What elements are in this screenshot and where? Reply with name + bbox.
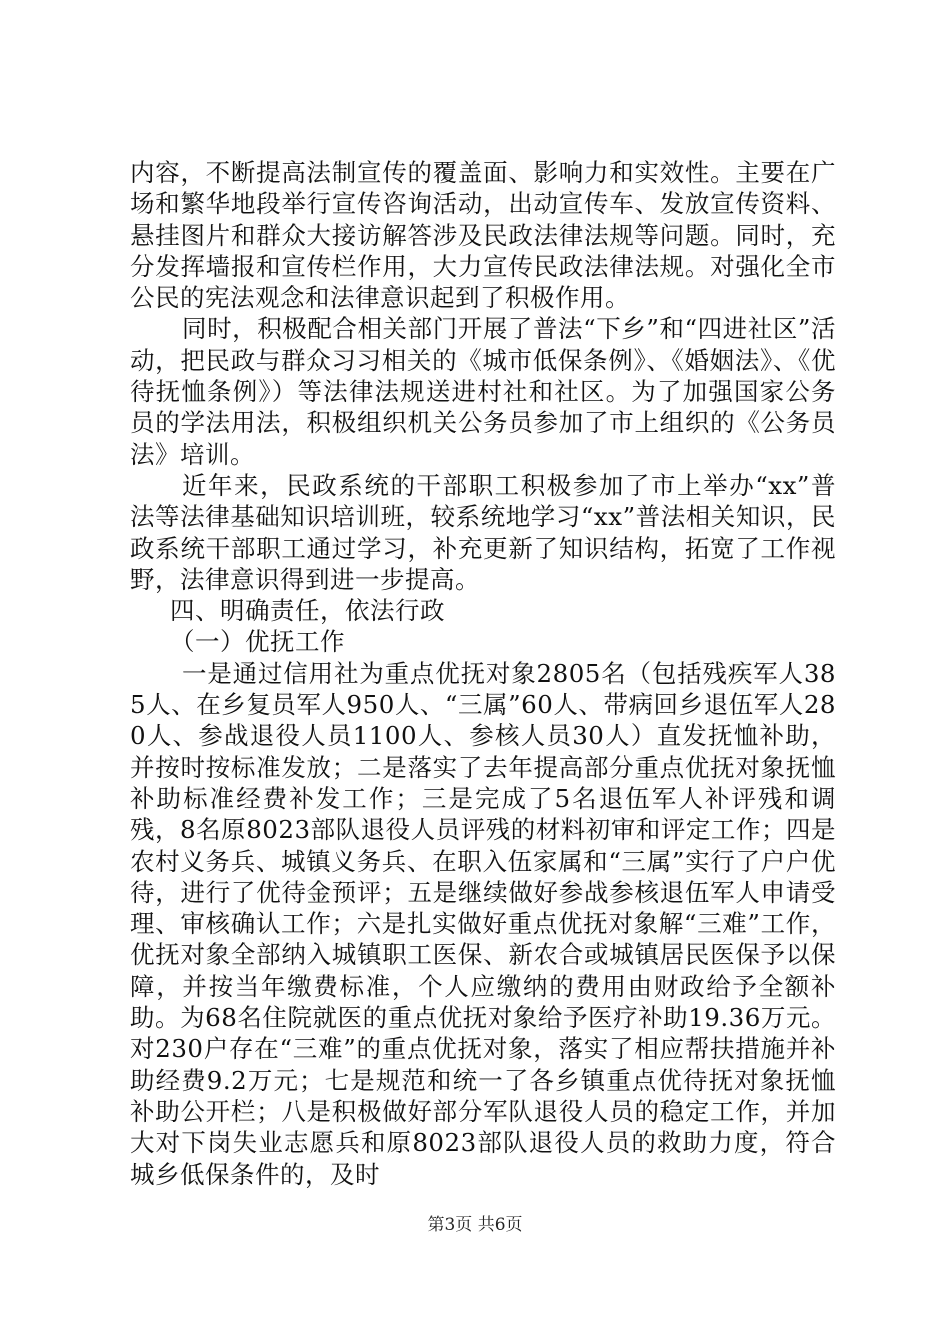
paragraph-law-outreach: 同时，积极配合相关部门开展了普法“下乡”和“四进社区”活动，把民政与群众习习相关的《城市低保条例》、《婚姻法》、《优待抚恤条例》）等法律法规送进村社和社区。为了加强国家公务员的学法用法，积极组织机关公务员参加了市上组织的《公务员法》培训。 xyxy=(130,314,836,469)
subsection-heading: （一）优抚工作 xyxy=(170,627,345,657)
document-body xyxy=(130,157,836,1190)
paragraph-preferential-care: 一是通过信用社为重点优抚对象2805名（包括残疾军人385人、在乡复员军人950人、“三属”60人、带病回乡退伍军人280人、参战退役人员1100人、参核人员30人）直发抚恤补助，并按时按标准发放；二是落实了去年提高部分重点优抚对象抚恤补助标准经费补发工作；三是完成了5名退伍军人补评残和调残，8名原8023部队退役人员评残的材料初审和评定工作；四是农村义务兵、城镇义务兵、在职入伍家属和“三属”实行了户户优待，进行了优待金预评；五是继续做好参战参核退伍军人申请受理、审核确认工作；六是扎实做好重点优抚对象解“三难”工作，优抚对象全部纳入城镇职工医保、新农合或城镇居民医保予以保障，并按当年缴费标准，个人应缴纳的费用由财政给予全额补助。为68名住院就医的重点优抚对象给予医疗补助19.36万元。对230户存在“三难”的重点优抚对象，落实了相应帮扶措施并补助经费9.2万元；七是规范和统一了各乡镇重点优待抚对象抚恤补助公开栏；八是积极做好部分军队退役人员的稳定工作，并加大对下岗失业志愿兵和原8023部队退役人员的救助力度，符合城乡低保条件的，及时 xyxy=(130,658,836,1189)
section-heading: 四、明确责任，依法行政 xyxy=(170,596,445,626)
page-number-footer: 第3页 共6页 xyxy=(427,1215,523,1235)
paragraph-training: 近年来，民政系统的干部职工积极参加了市上举办“xx”普法等法律基础知识培训班，较系统地学习“xx”普法相关知识，民政系统干部职工通过学习，补充更新了知识结构，拓宽了工作视野，法律意识得到进一步提高。 xyxy=(130,470,836,594)
paragraph-continuation: 内容，不断提高法制宣传的覆盖面、影响力和实效性。主要在广场和繁华地段举行宣传咨询活动，出动宣传车、发放宣传资料、悬挂图片和群众大接访解答涉及民政法律法规等问题。同时，充分发挥墙报和宣传栏作用，大力宣传民政法律法规。对强化全市公民的宪法观念和法律意识起到了积极作用。 xyxy=(130,158,836,313)
